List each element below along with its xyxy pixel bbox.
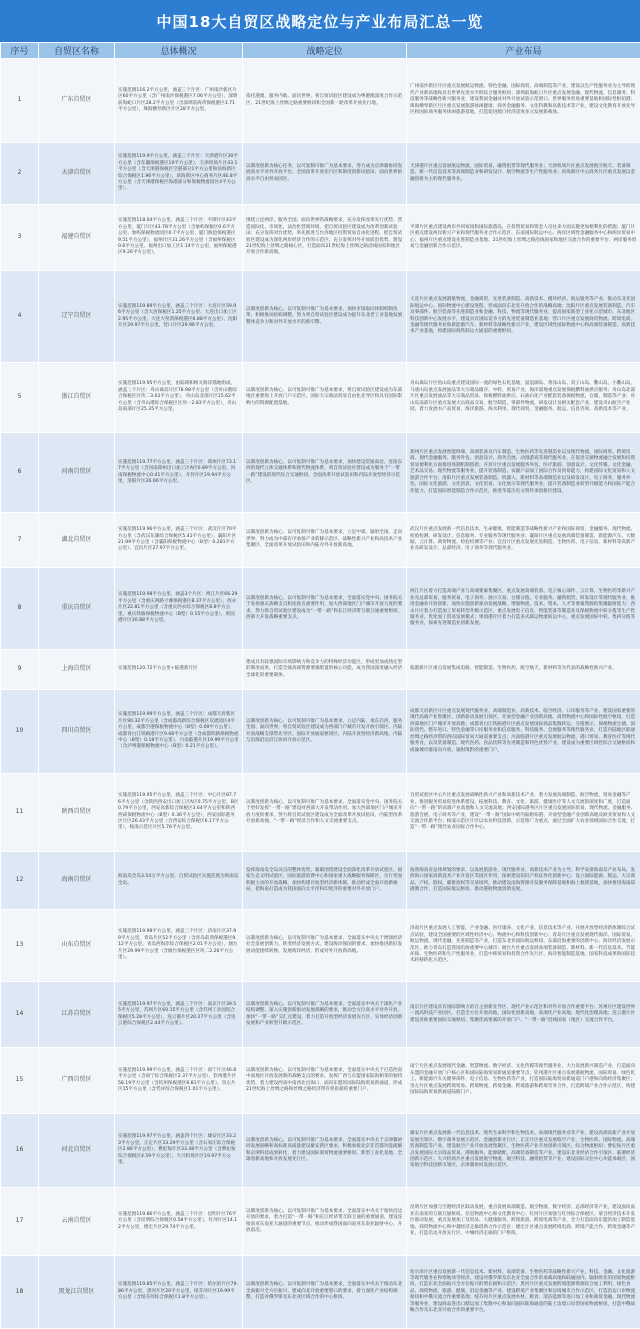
overview-cell: 实施范围116.2平方公里，涵盖三个片区：广州南沙新区片区60平方公里（含广州南沙保税港区7.06平方公里），深圳前海蛇口片区28.2平方公里（含深圳前海湾保税港区3.71平方公里），珠海横琴新区片区28平方公里。 (115, 59, 243, 143)
row-index: 12 (1, 852, 39, 910)
zone-name: 四川自贸区 (39, 690, 115, 774)
table-row (1, 1188, 640, 1256)
row-index: 4 (1, 271, 39, 363)
row-index: 9 (1, 650, 39, 690)
zone-name: 云南自贸区 (39, 1188, 115, 1256)
table-row (1, 1256, 640, 1329)
overview-cell: 实施范围119.86平方公里，涵盖三个片区：昆明片区76平方公里（含昆明综合保税区0.58平方公里），红河片区14.12平方公里，德宏片区29.74平方公里。 (115, 1188, 243, 1256)
zone-name: 河南自贸区 (39, 433, 115, 513)
overview-cell: 实施范围119.95平方公里，涵盖三个片区：中心片区87.76平方公里（含陕西西安出口加工区A区0.75平方公里、B区0.79平方公里，西安高新综合保税区3.64平方公里和陕西西咸保税物流中心（B型）0.36平方公里），西安国际港务区片区26.43平方公里（含西安综合保税区6.17平方公里），杨凌示范区片区5.76平方公里。 (115, 774, 243, 852)
row-index: 17 (1, 1188, 39, 1256)
position-cell: 以制度创新为核心，以可复制可推广为基本要求，立足内陆、承东启西，服务全国、面向世界，将自贸试验区建设成为西部门户城市开发开放引领区、内陆开放战略支撑带先导区、国际开放通道枢纽区、内陆开放型经济新高地、内陆与沿海沿边沿江协同开放示范区。 (243, 690, 407, 774)
industry-cell: 南京片区建设具有国际影响力的自主创新先导区、现代产业示范区和对外开放合作重要平台；苏州片区建设世界一流高科技产业园区，打造全方位开放高地、国际化创新高地、高端化产业高地、现代化治理高地；连云港片区建设亚欧重要国际交通枢纽、集聚优质要素的开放门户、“一带一路”沿线国家（地区）交流合作平台。 (407, 982, 640, 1048)
zone-name: 江苏自贸区 (39, 982, 115, 1048)
row-index: 6 (1, 433, 39, 513)
position-cell: 以制度创新为核心任务，以可复制可推广为基本要求，努力成为京津冀协同发展高水平对外开放平台、全国改革开放先行区和制度创新试验田、面向世界的高水平自由贸易园区。 (243, 143, 407, 205)
industry-cell: 雄安片区重点发展新一代信息技术、现代生命科学和生物技术、高端现代服务业等产业，建设高端高新产业开放发展引领区、数字商务发展示范区、金融创新先行区；正定片区重点发展临空产业、生物医药、国际物流、高端装备制造等产业，建设航空产业开放发展集聚区、生物医药产业开放创新引领区、综合物流枢纽；曹妃甸片区重点发展国际大宗商品贸易、港航服务、能源储配、高端装备制造等产业，建设东北亚经济合作引领区、临港经济创新示范区；大兴机场片区重点发展航空物流、航空科技、融资租赁等产业，建设国际交往中心功能承载区、国家航空科技创新引领区、京津冀协同发展示范区。 (407, 1114, 640, 1188)
table-row (1, 852, 640, 910)
header-overview: 总体概况 (115, 43, 243, 59)
industry-cell: 大连片区重点发展港航物流、金融商贸、先进装备制造、高新技术、循环经济、航运服务等产业，推动东北亚国际航运中心、国际物流中心建设进程，形成面向东北亚开放合作的战略高地；沈阳片区重点发展装备制造、汽车及零部件、航空装备等先进制造业和金融、科技、物流等现代服务业，提高国家新型工业化示范城市、东北地区科技创新中心发展水平，建设具有国际竞争力的先进装备制造业基地；营口片区重点发展商贸物流、跨境电商、金融等现代服务业和新能源汽车、新材料等战略性新兴产业，建设区域性国际物流中心和高端装备制造、高新技术产业基地，构建国际海铁联运大通道的重要枢纽。 (407, 271, 640, 363)
header-position: 战略定位 (243, 43, 407, 59)
overview-cell: 实施范围120.72平方公里+临港新片区 (115, 650, 243, 690)
overview-cell: 实施范围119.95平方公里，由陆域和相关海洋锚地组成，涵盖三个片区：舟山离岛片区78.98平方公里（含舟山港综合保税区区块二3.02平方公里），舟山岛北部片区15.62平方公里（含舟山港综合保税区区块一2.83平方公里），舟山岛南部片区25.35平方公里。 (115, 363, 243, 433)
table-row (1, 143, 640, 205)
row-index: 1 (1, 59, 39, 143)
overview-cell: 海南岛全岛3.54万平方公里，自贸试验区实施范围为海南岛全岛。 (115, 852, 243, 910)
table-row (1, 690, 640, 774)
industry-cell: 平潭片区重点建设两岸共同家园和国际旅游岛，在投资贸易和资金人员往来方面实施更加便利化的措施；厦门片区重点建设两岸新兴产业和现代服务业合作示范区、东南国际航运中心、两岸区域性金融服务中心和两岸贸易中心；福州片区重点建设先进制造业基地、21世纪海上丝绸之路沿线国家和地区交流合作的重要平台、两岸服务贸易与金融创新合作示范区。 (407, 205, 640, 271)
overview-cell: 实施范围119.98平方公里，涵盖三个片区：济南片区37.99平方公里，青岛片区52平方公里（含青岛前湾保税港区9.12平方公里、青岛西海岸综合保税区2.01平方公里），烟台片区29.99平方公里（含烟台保税港区区块二2.26平方公里）。 (115, 910, 243, 982)
industry-cell: 广州南沙新区片区重点发展航运物流、特色金融、国际商贸、高端制造等产业，建设以生产性服务业为主导的现代产业新高地和具有世界先进水平的综合服务枢纽；深圳前海蛇口片区重点发展金融、现代物流、信息服务、科技服务等战略性新兴服务业，建设我国金融业对外开放试验示范窗口、世界服务贸易重要基地和国际性枢纽港；珠海横琴新区片区重点发展旅游休闲健康、商务金融服务、文化科教和高新技术等产业，建设文化教育开放先导区和国际商务服务休闲旅游基地，打造促进澳门经济适度多元发展新载体。 (407, 59, 640, 143)
position-cell: 以制度创新为核心，以可复制可推广为基本要求，全面落实中央关于加快沿边开放的要求，着力打造“一带一路”和长江经济带互联互通的重要通道，建设连接南亚东南亚大通道的重要节点，推动形成我国面向南亚东南亚辐射中心、开放前沿。 (243, 1188, 407, 1256)
table-row (1, 982, 640, 1048)
industry-cell: 按照海南省总体规划的要求，以发展旅游业、现代服务业、高新技术产业为主导，科学安排海南岛产业布局。发挥海口国家高新技术产业开发区等园区作用，探索建设知识产权证券化创新中心；设立国际能源、航运、大宗商品、产权、股权、碳排放权等交易场所，推动建设南海资源开发服务保障基地和海上救援基地，加快推进海南琼港澳合作，打造国际航运枢纽，推动港航物流创新发展。 (407, 852, 640, 910)
overview-cell: 实施范围119.97平方公里，涵盖三个片区：南京片区39.55平方公里，苏州片区60.15平方公里（含苏州工业园综合保税区5.28平方公里），连云港片区20.27平方公里（含连云港综合保税区2.44平方公里）。 (115, 982, 243, 1048)
position-cell: 以制度创新为核心，以可复制可推广为基本要求，全面落实中央关于打造西南中南地区开放发展新的战略支点的要求，发挥广西与东盟国家陆海相邻的独特优势，着力建设西南中南西北出海口、面向东盟的国际陆海贸易新通道，形成21世纪海上丝绸之路和丝绸之路经济带有机衔接的重要门户。 (243, 1048, 407, 1114)
position-cell: 以制度创新为核心，以可复制可推广为基本要求，全面落实中央关于京津冀协同发展战略和高标准高质量建设雄安新区要求，积极承接北京非首都功能疏解和京津科技成果转化，着力建设国际商贸物流重要枢纽、新型工业化基地、全球创新高地和开放发展先行区。 (243, 1114, 407, 1188)
position-cell: 以制度创新为核心，以可复制可推广为基本要求，全面落实党中央、国务院关于更好发挥“一带一路”建设对西部大开发带动作用、加大西部地区门户城市开放力度的要求，努力将自贸试验区建设成为全面改革开放试验田、内陆型改革开放新高地、“一带一路”经济合作和人文交流重要支点。 (243, 774, 407, 852)
industry-cell: 舟山离岛片区鱼山岛重点建设国际一流的绿色石化基地，鼠浪湖岛、黄泽山岛、双子山岛、衢山岛、小衢山岛、马迹山岛重点发展油品等大宗商品储存、中转、贸易产业，海洋锚地重点发展保税燃料油供应服务；舟山岛北部片区重点发展油品等大宗商品贸易、保税燃料油供应、石油石化产业配套装备保税物流、仓储、制造等产业；舟山岛南部片区重点发展大宗商品交易、航空制造、零部件物流、研发设计及相关配套产业，建设舟山航空产业园，着力发展水产品贸易、海洋旅游、海水利用、现代商贸、金融服务、航运、信息咨询、高新技术等产业。 (407, 363, 640, 433)
industry-cell: 成都天府新区片区重点发展现代服务业、高端制造业、高新技术、临空经济、口岸服务等产业，建设国家重要的现代高端产业集聚区、创新驱动发展引领区、开放型金融产业创新高地、商贸物流中心和国际性航空枢纽，打造西部地区门户城市开放高地；成都青白江铁路港片区重点发展国际商品集散转运、分拨展示、保税物流仓储、国际货代、整车进口、特色金融等口岸服务业和信息服务、科技服务、会展服务等现代服务业，打造内陆地区联通丝绸之路经济带的西向国际贸易大通道重要支点；川南临港片区重点发展航运物流、港口贸易、教育医疗等现代服务业，以及装备制造、现代医药、食品饮料等先进制造和特色优势产业，建设成为重要区域性综合交通枢纽和成渝城市群南向开放、辐射滇黔的重要门户。 (407, 690, 640, 774)
industry-cell: 昆明片区加强与空港经济区联动发展，重点发展高端制造、航空物流、数字经济、总部经济等产业，建设面向南亚东南亚的互联互通枢纽、信息物流中心和文化教育中心；红河片区加强与红河综合保税区、蒙自经济技术开发区联动发展，重点发展加工及贸易、大健康服务、跨境旅游、跨境电商等产业，全力打造面向东盟的加工制造基地、商贸物流中心和中越经济走廊创新合作示范区；德宏片区重点发展跨境电商、跨境产能合作、跨境金融等产业，打造沿边开放先行区、中缅经济走廊的门户枢纽。 (407, 1188, 640, 1256)
row-index: 3 (1, 205, 39, 271)
overview-cell: 实施范围119.99平方公里，涵盖三个片区：成都天府新区片区90.32平方公里（含成都高新综合保税区双流园区4平方公里、成都空港保税物流中心（B型）0.09平方公里），成都青白江铁路港片区9.68平方公里（含成都铁路保税物流中心（B型）0.18平方公里），川南临港片区19.99平方公里（含泸州港保税物流中心（B型）0.21平方公里）。 (115, 690, 243, 774)
zone-name: 上海自贸区 (39, 650, 115, 690)
position-cell: 以制度创新为核心，以可复制可推广为基本要求，全面落实党中央、国务院关于发挥重庆战略支点和连接点重要作用、加大西部地区门户城市开放力度的要求，努力将自贸试验区建设成为“一带一路”和长江经济带互联互通重要枢纽、西部大开发战略重要支点。 (243, 568, 407, 650)
row-index: 7 (1, 513, 39, 568)
position-cell: 依托港澳、服务内地、面向世界，将自贸试验区建设成为粤港澳深度合作示范区、21世纪海上丝绸之路重要枢纽和全国新一轮改革开放先行地。 (243, 59, 407, 143)
table-row (1, 433, 640, 513)
table-row (1, 363, 640, 433)
row-index: 16 (1, 1114, 39, 1188)
overview-cell: 实施范围119.98平方公里，涵盖3个片区：两江片区66.29平方公里（含重庆两路寸滩保税港区8.37平方公里），西永片区22.81平方公里（含重庆西永综合保税区8.8平方公里、重庆铁路保税物流中心（B型）0.15平方公里），果园港片区30.88平方公里。 (115, 568, 243, 650)
position-cell: 以制度创新为核心，以可复制可推广为基本要求，全面落实中央关于增强经济社会发展创新力、转变经济发展方式、建设海洋强国的要求，加快推进新旧发展动能接续转换、发展海洋经济，形成对外开放新高地。 (243, 910, 407, 982)
table-row (1, 59, 640, 143)
overview-cell: 实施范围119.9平方公里，涵盖三个片区：天津港片区30平方公里（含东疆保税港区10平方公里），天津机场片区43.1平方公里（含天津港保税区空港部分1平方公里和滨海新区综合保税区1.96平方公里），滨海新区中心商务片区46.8平方公里（含天津港保税区海港部分和保税物流园区4平方公里）。 (115, 143, 243, 205)
industry-cell: 天津港片区重点发展航运物流、国际贸易、融资租赁等现代服务业；天津机场片区重点发展航空航天、装备制造、新一代信息技术等高端制造业和研发设计、航空物流等生产性服务业；滨海新区中心商务片区重点发展以金融创新为主的现代服务业。 (407, 143, 640, 205)
overview-cell: 实施范围119.89平方公里，涵盖三个片区：大连片区59.96平方公里（含大连保税区1.25平方公里、大连出口加工区2.95平方公里、大连大窑湾保税港区6.88平方公里），沈阳片区29.97平方公里，营口片区29.96平方公里。 (115, 271, 243, 363)
zone-name: 湖北自贸区 (39, 513, 115, 568)
table-row (1, 271, 640, 363)
summary-table (0, 42, 640, 1329)
zone-name: 福建自贸区 (39, 205, 115, 271)
row-index: 5 (1, 363, 39, 433)
industry-cell: 自贸试验区中心片区重点发展战略性新兴产业和高新技术产业，着力发展高端制造、航空物流、贸易金融等产业，推进服务贸易促进体系建设，拓展科技、教育、文化、旅游、健康医疗等人文交流的深度和广度，打造面向“一带一路”的高端产业高地和人文交流高地；西安国际港务区片区重点发展国际贸易、现代物流、金融服务、旅游会展、电子商务等产业，建设“一带一路”国际中转内陆枢纽港、开放型金融产业创新高地及欧亚贸易和人文交流合作新平台；杨凌示范区片区以农业科技创新、示范推广为重点，通过全面扩大农业领域国际合作交流，打造“一带一路”现代农业国际合作中心。 (407, 774, 640, 852)
table-row (1, 774, 640, 852)
zone-name: 河北自贸区 (39, 1114, 115, 1188)
table-header-row (1, 43, 640, 59)
row-index: 10 (1, 690, 39, 774)
zone-name: 辽宁自贸区 (39, 271, 115, 363)
industry-cell: 南宁片区重点发展现代金融、智慧物流、数字经济、文化传媒等现代服务业，大力发展新兴制造产业，打造面向东盟的金融开放门户核心区和国际陆海贸易新通道重要节点；钦州港片区重点发展港航物流、国际贸易、绿色化工、新能源汽车关键零部件、电子信息、生物医药等产业，打造国际陆海贸易新通道门户港和向海经济集聚区；崇左片区重点发展跨境贸易、跨境物流、跨境金融、跨境旅游和跨境劳务合作，打造跨境产业合作示范区，构建国际陆海贸易新通道陆路门户。 (407, 1048, 640, 1114)
overview-cell: 实施范围118.04平方公里，涵盖三个片区：平潭片区43平方公里，厦门片区43.78平方公里（含象屿保税区0.6平方公里、象屿保税物流园区0.7平方公里、厦门海沧保税港区9.51平方公里），福州片区31.26平方公里（含福州保税区0.6平方公里、福州出口加工区1.14平方公里、福州保税港区9.26平方公里）。 (115, 205, 243, 271)
page-title: 中国18大自贸区战略定位与产业布局汇总一览 (0, 0, 640, 42)
overview-cell: 实施范围119.99平方公里，涵盖三个片区：南宁片区46.8平方公里（含南宁综合保税区2.37平方公里），钦州港片区58.19平方公里（含钦州保税港区8.81平方公里），崇左片区15平方公里（含凭祥综合保税区1.01平方公里）。 (115, 1048, 243, 1114)
zone-name: 浙江自贸区 (39, 363, 115, 433)
table-row (1, 205, 640, 271)
zone-name: 广东自贸区 (39, 59, 115, 143)
overview-cell: 实施范围119.77平方公里，涵盖三个片区：郑州片区73.17平方公里（含河南郑州出口加工区A区0.89平方公里、河南保税物流中心0.41平方公里），开封片区19.94平方公里，洛阳片区26.66平方公里。 (115, 433, 243, 513)
row-index: 8 (1, 568, 39, 650)
zone-name: 天津自贸区 (39, 143, 115, 205)
industry-cell: 武汉片区重点发展新一代信息技术、生命健康、智能制造等战略性新兴产业和国际商贸、金融服务、现代物流、检验检测、研发设计、信息服务、专业服务等现代服务业；襄阳片区重点发展高端装备制造、新能源汽车、大数据、云计算、商贸物流、检验检测等产业；宜昌片区重点发展先进制造、生物医药、电子信息、新材料等高新产业及研发设计、总部经济、电子商务等现代服务业。 (407, 513, 640, 568)
header-industry: 产业布局 (407, 43, 640, 59)
industry-cell: 哈尔滨片区重点发展新一代信息技术、新材料、高端装备、生物医药等战略性新兴产业，科技、金融、文化旅游等现代服务业和寒地冰雪经济，建设对俄罗斯及东北亚全面合作的承载高地和联通国内、辐射欧亚的国家物流枢纽，打造东北全面振兴全方位振兴的增长极和示范区；黑河片区重点发展跨境能源资源综合加工利用，绿色食品，商贸物流，旅游，健康，沿边金融等产业，建设跨境产业集聚区和边境城市合作示范区，打造沿边口岸物流枢纽和中俄交流合作重要基地；绥芬河片区重点发展木材、粮食、清洁能源等进口加工业和商贸金融、现代物流等服务业，建设商品进出口储运加工集散中心和面向国际陆海通道的陆上边境口岸型国家物流枢纽，打造中俄战略合作及东北亚开放合作的重要平台。 (407, 1256, 640, 1329)
position-cell: 以制度创新为核心，以可复制可推广为基本要求，立足中部、辐射全国、走向世界，努力成为中部有序承接产业转移示范区、战略性新兴产业和高技术产业集聚区、全面改革开放试验田和内陆对外开放新高地。 (243, 513, 407, 568)
table-row (1, 1048, 640, 1114)
zone-name: 山东自贸区 (39, 910, 115, 982)
zone-name: 广西自贸区 (39, 1048, 115, 1114)
row-index: 15 (1, 1048, 39, 1114)
overview-cell: 实施范围119.96平方公里，涵盖三个片区：武汉片区70平方公里（含武汉东湖综合保税区5.41平方公里），襄阳片区21.99平方公里（含襄阳保税物流中心（B型）0.281平方公里），宜昌片区27.97平方公里。 (115, 513, 243, 568)
position-cell: 以制度创新为核心，以可复制可推广为基本要求，将自贸试验区建设成为东部地区重要海上开放门户示范区、国际大宗商品贸易自由化先导区和具有国际影响力的资源配置基地。 (243, 363, 407, 433)
zone-name: 陕西自贸区 (39, 774, 115, 852)
position-cell: 以制度创新为核心，以可复制可推广为基本要求，加快市场取向体制机制改革、积极推动结构调整，努力将自贸试验区建设成为提升东北老工业基地发展整体竞争力和对外开放水平的新引擎。 (243, 271, 407, 363)
zone-name: 黑龙江自贸区 (39, 1256, 115, 1329)
table-row (1, 568, 640, 650)
position-cell: 发挥海南岛全岛试点的整体优势，紧紧围绕建设全面深化改革开放试验区、国家生态文明试验区、国际旅游消费中心和国家重大战略服务保障区，实行更加积极主动的开放战略，加快构建开放型经济新体制，推动形成全面开放新格局，把海南打造成为我国面向太平洋和印度洋的重要对外开放门户。 (243, 852, 407, 910)
row-index: 18 (1, 1256, 39, 1329)
position-cell: 以制度创新为核心，以可复制可推广为基本要求，全面落实中央关于推动东北全面振兴全方位振兴、建成向北开放重要窗口的要求，着力深化产业结构调整，打造对俄罗斯及东北亚区域合作的中心枢纽。 (243, 1256, 407, 1329)
overview-cell: 实施范围119.97平方公里，涵盖四个片区：雄安片区33.23平方公里，正定片区33.29平方公里（含石家庄综合保税区2.86平方公里），曹妃甸片区33.48平方公里（含曹妃甸综合保税区4.59平方公里），大兴机场片区19.97平方公里。 (115, 1114, 243, 1188)
overview-cell: 实施范围119.85平方公里，涵盖三个片区：哈尔滨片区79.86平方公里，黑河片区20平方公里，绥芬河片区19.99平方公里（含绥芬河综合保税区1.8平方公里）。 (115, 1256, 243, 1329)
industry-cell: 郑州片区重点发展智能终端、高端装备及汽车制造、生物医药等先进制造业以及现代物流、国际商贸、跨境电商、现代金融服务、服务外包、创意设计、商务会展、动漫游戏等现代服务业，在促进交通物流融合发展和投资贸易便利化方面推进体制机制创新；开封片区重点发展服务外包、医疗旅游、创意设计、文化传媒、文化金融、艺术品交易、现代物流等服务业，提升装备制造、农副产品加工国际合作及贸易能力，构建国际文化贸易和人文旅游合作平台；洛阳片区重点发展装备制造、机器人、新材料等高端制造业以及研发设计、电子商务、服务外包、国际文化旅游、文化创意、文化贸易、文化展示等现代服务业，提升装备制造业转型升级能力和国际产能合作能力，打造国际智能制造合作示范区，推进华夏历史文明传承创新区建设。 (407, 433, 640, 513)
position-cell: 以制度创新为核心，以可复制可推广为基本要求，全面落实中央关于深化产业结构调整、深入实施创新驱动发展战略的要求，推动全方位高水平对外开放，加快“一带一路”交汇点建设，着力打造开放型经济发展先行区、实体经济创新发展和产业转型升级示范区。 (243, 982, 407, 1048)
table-row (1, 650, 640, 690)
industry-cell: 两江片区着力打造高端产业与高端要素集聚区，重点发展高端装备、电子核心部件、云计算、生物医药等新兴产业及总部贸易、服务贸易、电子商务、展示交易、仓储分拨、专业服务、融资租赁、研发设计等现代服务业，推进金融业开放创新，加快实施创新驱动发展战略，增强物流、技术、资本、人才等要素资源的集聚辐射能力；西永片区着力打造加工贸易转型升级示范区，重点发展电子信息、智能装备等制造业及保税物流中转分拨等生产性服务业，优化加工贸易发展模式；果园港片区着力打造多式联运物流转运中心，重点发展国际中转、集拼分拨等服务业，探索先进制造业创新发展。 (407, 568, 640, 650)
header-name: 自贸区名称 (39, 43, 115, 59)
zone-name: 重庆自贸区 (39, 568, 115, 650)
row-index: 2 (1, 143, 39, 205)
header-index: 序号 (1, 43, 39, 59)
table-row (1, 513, 640, 568)
industry-cell: 临港新片区重点发展集成电路、智能制造、生物医药、航空航天、新材料等为代表的战略性新兴产业。 (407, 650, 640, 690)
position-cell: 围绕立足两岸、服务全国、面向世界的战略要求，充分发挥改革先行优势，营造国际化、市场化、法治化营商环境，把自贸试验区建设成为改革创新试验田；充分发挥对台优势，率先推进与台湾地区投资贸易自由化进程，把自贸试验区建设成为深化两岸经济合作的示范区；充分发挥对外开放前沿优势，建设21世纪海上丝绸之路核心区，打造面向21世纪海上丝绸之路沿线国家和地区开放合作新高地。 (243, 205, 407, 271)
row-index: 11 (1, 774, 39, 852)
zone-name: 海南自贸区 (39, 852, 115, 910)
industry-cell: 济南片区重点发展人工智能、产业金融、医疗康养、文化产业、信息技术等产业，开展开放型经济新体制综合试点试验，建设全国重要的区域性经济中心、物流中心和科技创新中心；青岛片区重点发展现代海洋、国际贸易、航运物流、现代金融、先进制造等产业，打造东北亚国际航运枢纽、东部沿海重要的创新中心、海洋经济发展示范区，助力青岛打造我国沿海重要中心城市；烟台片区重点发展高端装备制造、新材料、新一代信息技术、节能环保、生物医药和生产性服务业，打造中韩贸易和投资合作先行区、海洋智能制造基地、国家科技成果和国际技术转移转化示范区。 (407, 910, 640, 982)
position-cell: 建成具有较强国际市场影响力和竞争力的特殊经济功能区，形成更加成熟定型的制度成果，打造全球高端资源要素配置的核心功能，成为我国深度融入经济全球化的重要载体。 (243, 650, 407, 690)
table-row (1, 910, 640, 982)
table-row (1, 1114, 640, 1188)
row-index: 13 (1, 910, 39, 982)
row-index: 14 (1, 982, 39, 1048)
table-body (1, 59, 640, 1329)
position-cell: 以制度创新为核心，以可复制可推广为基本要求，加快建设贯通南北、连接东西的现代立体交通体系和现代物流体系，将自贸试验区建设成为服务于“一带一路”建设的现代综合交通枢纽、全面改革开放试验田和内陆开放型经济示范区。 (243, 433, 407, 513)
